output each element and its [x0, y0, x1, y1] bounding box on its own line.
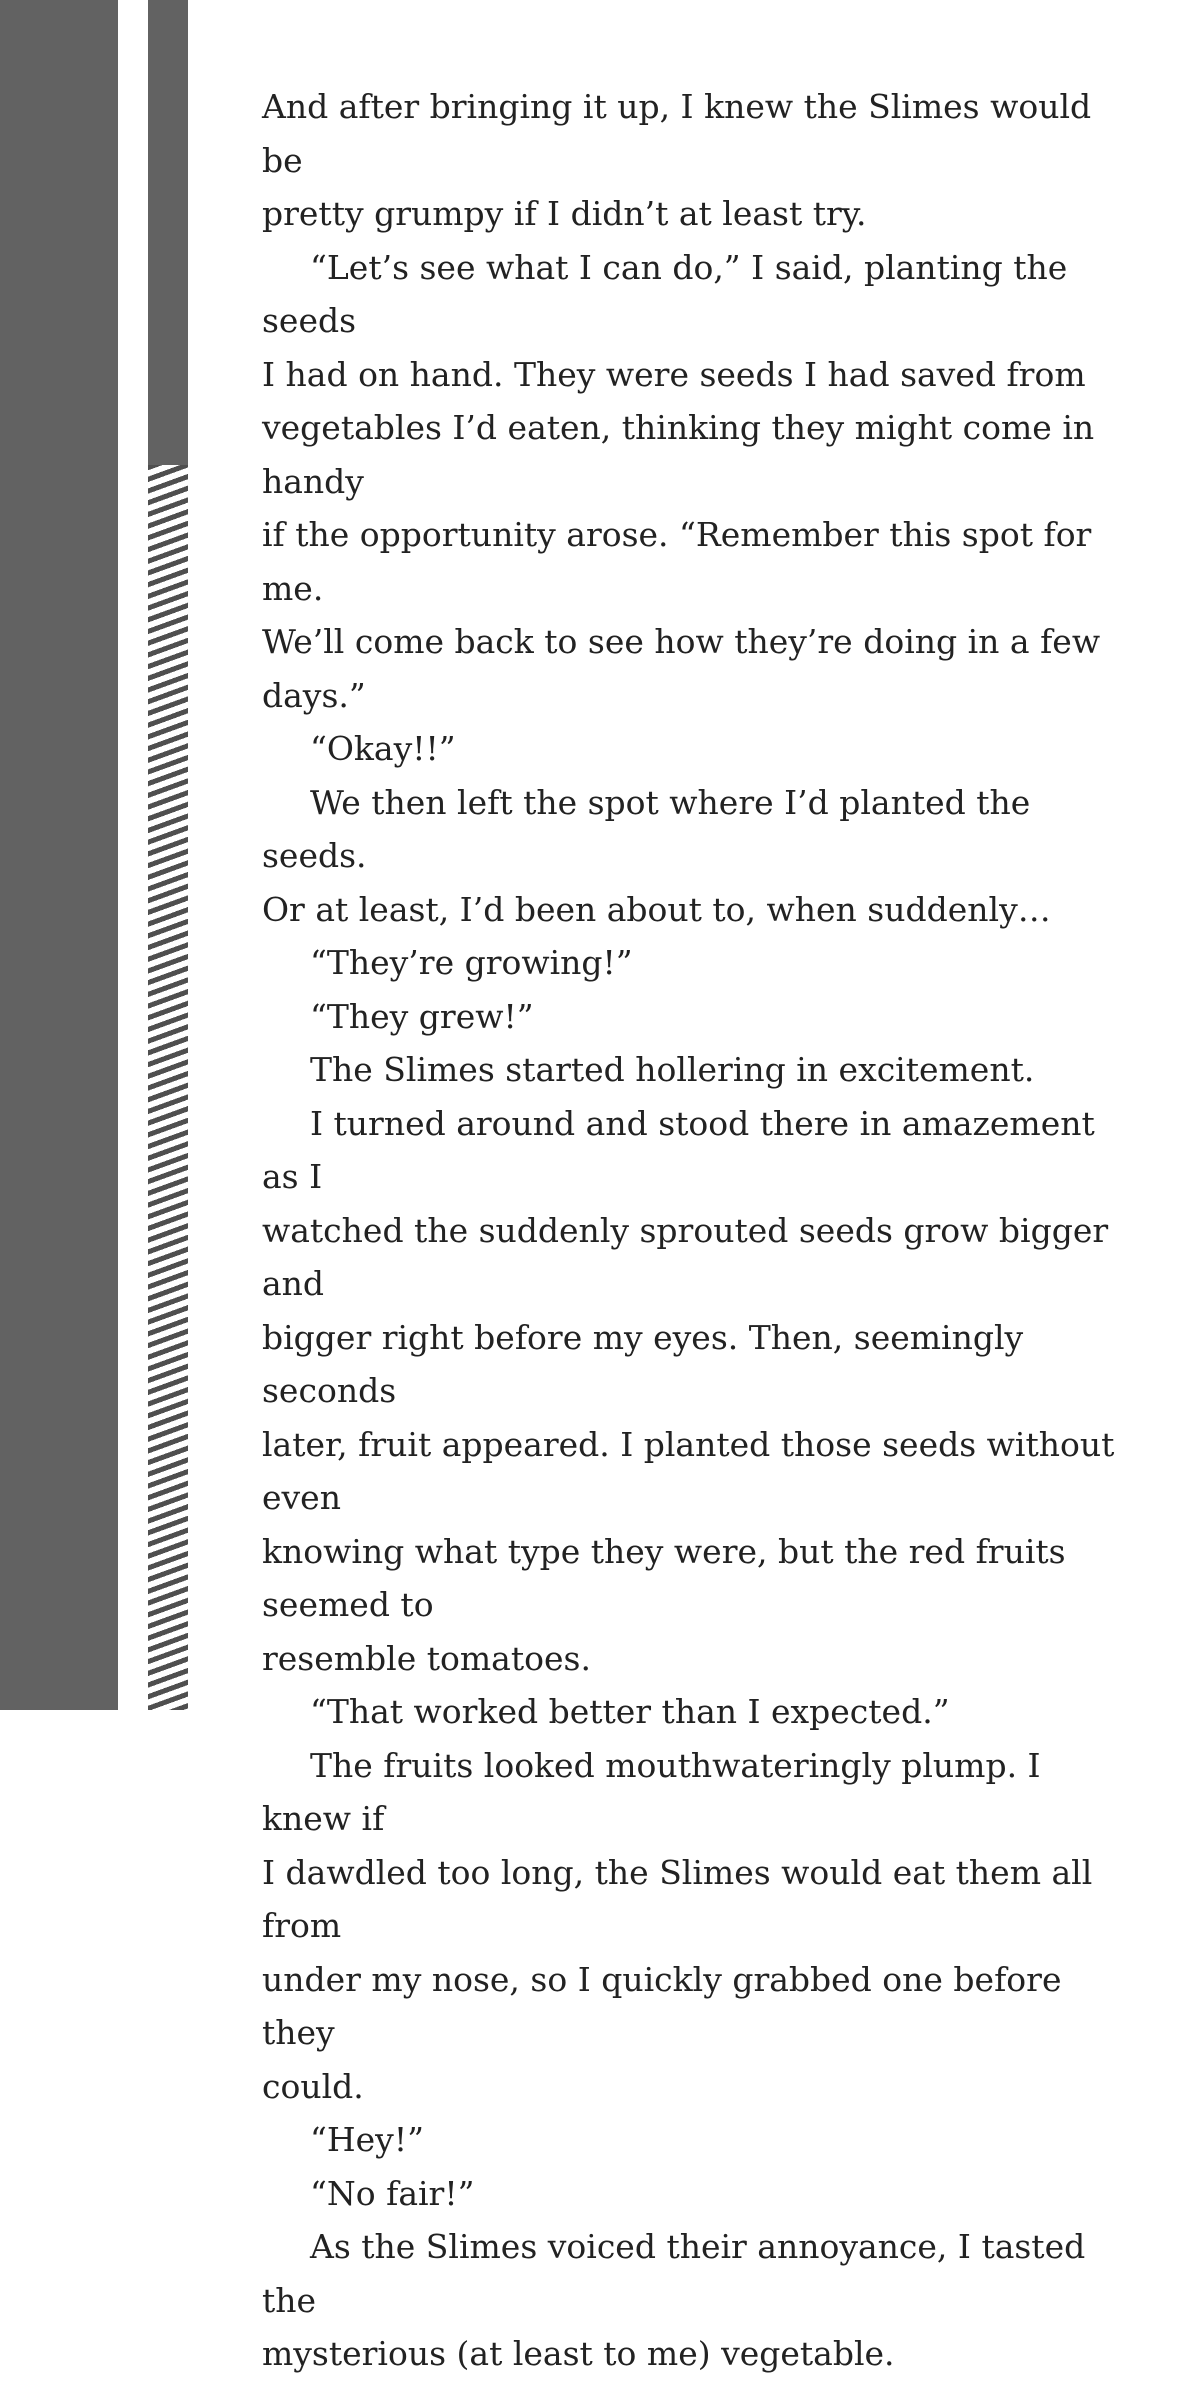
- paragraph: “No fair!”: [310, 2173, 475, 2213]
- paragraph: “Hey!”: [310, 2120, 424, 2159]
- paragraph: “Okay!!”: [310, 729, 456, 768]
- paragraph: The Slimes started hollering in excitement.: [310, 1050, 1035, 1089]
- paragraph: “They grew!”: [310, 996, 534, 1036]
- paragraph: The fruits looked mouthwateringly plump. I knew if I dawdled too long, the Slimes would eat them all from under my nose, so I quickly grabbed one before they could.: [262, 1745, 1093, 2106]
- paragraph: “Let’s see what I can do,” I said, planting the seeds I had on hand. They were seeds I had saved from vegetables I’d eaten, thinking they might come in handy if the opportunity arose. “Remember this spot for me. We’ll come back to see how they’re doing in a few days.”: [262, 247, 1101, 715]
- paragraph: “They’re growing!”: [310, 943, 633, 982]
- paragraph: As the Slimes voiced their annoyance, I tasted the mysterious (at least to me) vegetable.: [262, 2227, 1086, 2373]
- paragraph: We then left the spot where I’d planted the seeds. Or at least, I’d been about to, when suddenly…: [262, 782, 1051, 929]
- paragraph: And after bringing it up, I knew the Slimes would be pretty grumpy if I didn’t at least try.: [262, 87, 1092, 233]
- left-margin-inner-band: [148, 0, 188, 465]
- left-margin-gap: [118, 0, 148, 1710]
- page-text: [262, 80, 1122, 2381]
- left-margin-hatch-pattern: [148, 465, 188, 1710]
- left-margin-band: [0, 0, 118, 1710]
- paragraph: “That worked better than I expected.”: [310, 1692, 950, 1731]
- paragraph: I turned around and stood there in amazement as I watched the suddenly sprouted seeds grow bigger and bigger right before my eyes. Then, seemingly seconds later, fruit appeared. I planted those seeds without even knowing what type they were, but the red fruits seemed to resemble tomatoes.: [262, 1103, 1115, 1678]
